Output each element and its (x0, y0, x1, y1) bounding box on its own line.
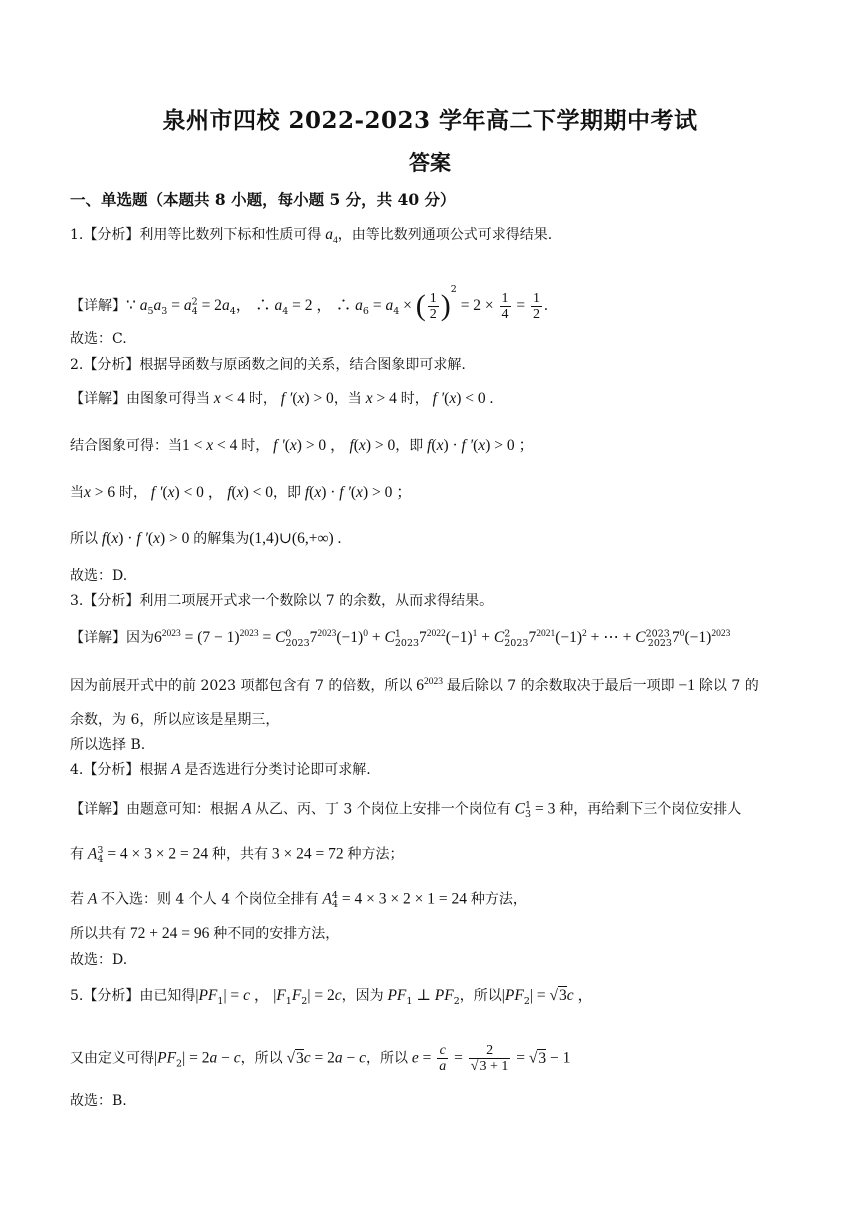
q3-detail: 【详解】因为$6^{2023} = (7 - 1)^{2023} = C^0_{2023}7^{2023}(-1)^0 + C^1_{2023}7^{2022}(-1)^1 + C^2_{2023}7^{2021}(-1)^2$ + ⋯ + $C^{2023}_{2023}7^0(-1)^{2023}$ (70, 628, 731, 649)
q4-analysis: 4.【分析】根据 A 是否选进行分类讨论即可求解. (70, 761, 371, 778)
page-title: 泉州市四校 2022-2023 学年高二下学期期中考试 (162, 107, 698, 134)
q5-answer: 故选：B. (70, 1093, 127, 1109)
q5-line2: 又由定义可得$|PF_2| = 2a - c$，所以 √3c = 2a − c，所以 e = $\frac{c}{a}$ = $\frac{2}{√3 + 1}$ = √3 − 1 (70, 1043, 571, 1074)
q3-answer: 所以选择 B. (70, 737, 146, 753)
q2-line2: 结合图象可得：当1 < x < 4 时， f ′(x) > 0 ， f(x) > 0，即 f(x) · f ′(x) > 0 ； (70, 437, 534, 454)
page-subtitle: 答案 (409, 150, 451, 175)
q1-detail: 【详解】∵ $a_5a_3 = a^2_4 = 2a_4$， ∴ $a_4 = 2$ ， ∴ $a_6 = a_4$ × ( $\frac{1}{2}$ )$^2$ = 2 × $\frac{1}{4}$ = $\frac{1}{2}$ . (70, 284, 548, 322)
q2-line4: 所以 f(x) · f ′(x) > 0 的解集为(1,4)∪(6,+∞) . (70, 530, 342, 547)
q2-detail: 【详解】由图象可得当 x < 4 时， f ′(x) > 0，当 x > 4 时， f ′(x) < 0 . (70, 390, 494, 407)
q1-analysis: 1.【分析】利用等比数列下标和性质可得 $a_4$，由等比数列通项公式可求得结果. (70, 226, 553, 247)
q2-analysis: 2.【分析】根据导函数与原函数之间的关系，结合图象即可求解. (70, 357, 466, 373)
q2-line3: 当x > 6 时， f ′(x) < 0 ， f(x) < 0，即 f(x) · f ′(x) > 0 ； (70, 484, 412, 501)
q1-answer: 故选：C. (70, 331, 127, 347)
q2-answer: 故选：D. (70, 568, 128, 584)
q3-analysis: 3.【分析】利用二项展开式求一个数除以 7 的余数，从而求得结果。 (70, 593, 494, 609)
q3-text1: 因为前展开式中的前 2023 项都包含有 7 的倍数，所以 $6^{2023}$ 最后除以 7 的余数取决于最后一项即 −1 除以 7 的 (70, 677, 759, 695)
q3-text2: 余数，为 6，所以应该是星期三， (70, 712, 280, 728)
q4-detail: 【详解】由题意可知：根据 A 从乙、丙、丁 3 个岗位上安排一个岗位有 $C^1_3 = 3$ 种，再给剩下三个岗位安排人 (70, 800, 742, 821)
q4-line3: 若 A 不入选：则 4 个人 4 个岗位全排有 $A^4_4 = 4 \times 3 \times 2 \times 1 = 24$ 种方法， (70, 890, 527, 911)
q4-line2: 有 $A^3_4 = 4 \times 3 \times 2 = 24$ 种，共有 3 × 24 = 72 种方法； (70, 845, 404, 866)
section-heading: 一、单选题（本题共 8 小题，每小题 5 分，共 40 分） (70, 190, 456, 209)
q4-answer: 故选：D. (70, 952, 128, 968)
q4-line4: 所以共有 72 + 24 = 96 种不同的安排方法， (70, 925, 340, 942)
q5-analysis: 5.【分析】由已知得$|PF_1| = c$ ， $|F_1F_2| = 2c$，因为 $PF_1$ ⊥ $PF_2$，所以$|PF_2| = √3c$ ， (70, 987, 593, 1007)
